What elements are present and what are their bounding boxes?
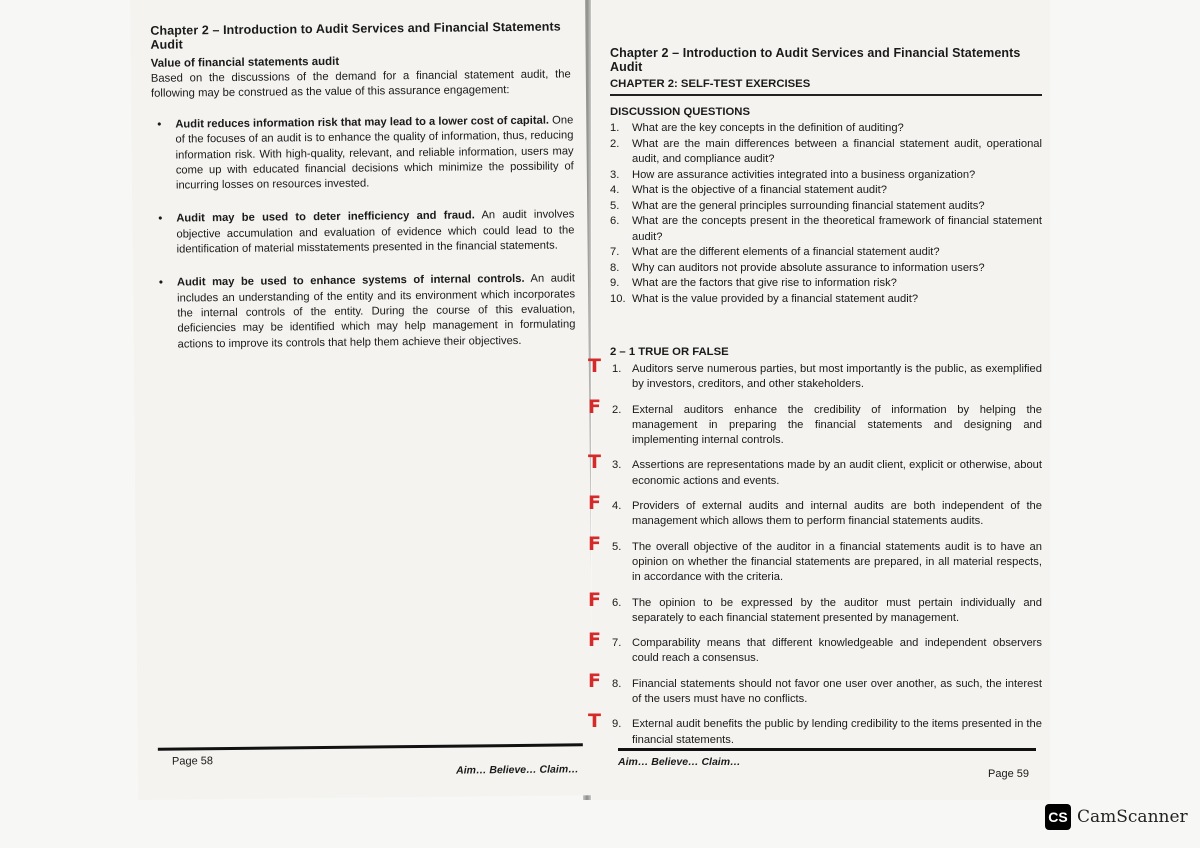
discussion-heading: DISCUSSION QUESTIONS — [610, 106, 750, 118]
answer-mark: F — [588, 629, 601, 652]
camscanner-name: CamScanner — [1077, 807, 1188, 827]
list-item: 8. Why can auditors not provide absolute assurance to information users? — [610, 261, 985, 274]
value-bullet-list — [151, 113, 576, 370]
answer-mark: F — [588, 588, 601, 611]
bullet-item: • Audit reduces information risk that may lead to a lower cost of capital. One of the focuses of an audit is to enhance the quality of information, thus, reducing information risk. With high-quality, relevant, and reliable information, users may come up with educated financial decisions which minimize the possibility of incurring losses on resources invested. — [157, 114, 574, 192]
tf-item: F 2. External auditors enhance the credibility of information by helping the management in preparing the financial statements and designing and implementing internal controls. — [588, 395, 1042, 447]
list-item: 6. What are the concepts present in the theoretical framework of financial statement audit? — [610, 215, 1042, 243]
answer-mark: T — [588, 451, 601, 474]
footer-rule — [618, 748, 1036, 751]
bullet-item: • Audit may be used to enhance systems of internal controls. An audit includes an understanding of the entity and its environment which incorporates the internal controls of the entity. During the course of this evaluation, deficiencies may be identified which may help management in formulating actions to improve its controls that help them achieve their objectives. — [158, 272, 576, 351]
tf-item: F 4. Providers of external audits and internal audits are both independent of the management which allows them to perform financial statements audits. — [588, 492, 1042, 528]
intro-paragraph: Based on the discussions of the demand for a financial statement audit, the following may be construed as the value of this assurance engagement: — [150, 68, 571, 100]
true-false-list — [588, 355, 1042, 758]
answer-mark: F — [588, 532, 601, 555]
chapter-title: Chapter 2 – Introduction to Audit Services and Financial Statements Audit — [150, 19, 561, 52]
tf-item: F 6. The opinion to be expressed by the auditor must pertain individually and separately to each financial statement presented by management. — [588, 588, 1042, 624]
true-false-heading: 2 – 1 TRUE OR FALSE — [610, 346, 729, 358]
camscanner-watermark — [1045, 804, 1188, 830]
discussion-question-list — [610, 121, 1042, 307]
tf-item: T 9. External audit benefits the public by lending credibility to the items presented in the financial statements. — [588, 710, 1042, 746]
list-item: 1. What are the key concepts in the definition of auditing? — [610, 122, 904, 134]
answer-mark: T — [588, 710, 601, 733]
page-number: Page 58 — [171, 755, 214, 768]
tf-item: F 7. Comparability means that different knowledgeable and independent observers could reach a consensus. — [588, 629, 1042, 665]
answer-mark: F — [588, 669, 601, 692]
camscanner-logo-icon: CS — [1045, 804, 1071, 830]
heading-rule — [610, 94, 1042, 96]
left-page — [130, 0, 593, 800]
bullet-item: • Audit may be used to deter inefficiency and fraud. An audit involves objective accumulation and evaluation of evidence which could lead to the identification of material misstatements presented in the financial statements. — [158, 208, 575, 256]
footer-rule — [158, 743, 583, 750]
answer-mark: F — [588, 395, 601, 418]
answer-mark: F — [588, 492, 601, 515]
list-item: 5. What are the general principles surrounding financial statement audits? — [610, 199, 985, 212]
tf-item: F 5. The overall objective of the auditor in a financial statements audit is to have an opinion on whether the financial statements are prepared, in all material respects, in accordance with the criteria. — [588, 532, 1042, 584]
list-item: 7. What are the different elements of a financial statement audit? — [610, 246, 940, 258]
motto: Aim… Believe… Claim… — [456, 763, 579, 777]
page-number: Page 59 — [988, 768, 1029, 780]
tf-item: T 1. Auditors serve numerous parties, but most importantly is the public, as exemplified by investors, creditors, and other stakeholders. — [588, 355, 1042, 391]
chapter-title: Chapter 2 – Introduction to Audit Services and Financial Statements Audit — [610, 46, 1021, 74]
list-item: 3. How are assurance activities integrated into a business organization? — [610, 168, 976, 181]
answer-mark: T — [588, 355, 601, 377]
self-test-heading: CHAPTER 2: SELF-TEST EXERCISES — [610, 78, 811, 90]
motto: Aim… Believe… Claim… — [618, 756, 741, 768]
list-item: 9. What are the factors that give rise to information risk? — [610, 277, 897, 289]
list-item: 2. What are the main differences between a financial statement audit, operational audit, and compliance audit? — [610, 137, 1042, 165]
list-item: 10. What is the value provided by a financial statement audit? — [610, 292, 919, 305]
section-heading: Value of financial statements audit — [150, 55, 340, 70]
tf-item: T 3. Assertions are representations made by an audit client, explicit or otherwise, about economic actions and events. — [588, 451, 1042, 487]
tf-item: F 8. Financial statements should not favor one user over another, as such, the interest of the users must have no conflicts. — [588, 669, 1042, 706]
list-item: 4. What is the objective of a financial statement audit? — [610, 184, 887, 196]
right-page — [588, 0, 1050, 800]
